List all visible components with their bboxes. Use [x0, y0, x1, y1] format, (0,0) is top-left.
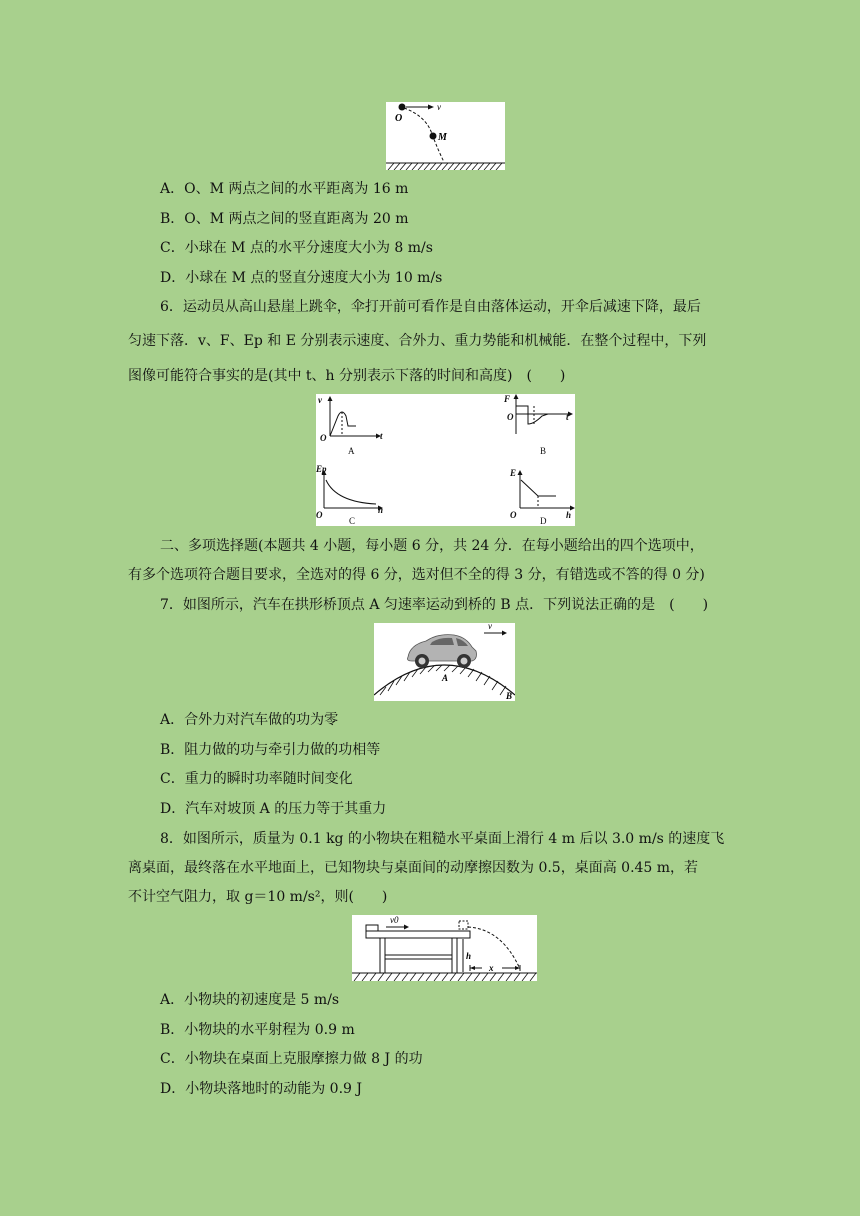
- graph-b-origin: O: [507, 412, 514, 422]
- graph-a-x-label: t: [380, 431, 383, 441]
- q8-option-b: B．小物块的水平射程为 0.9 m: [160, 1022, 355, 1038]
- q8-figure: [352, 915, 537, 981]
- q7-option-a: A．合外力对汽车做的功为零: [160, 712, 339, 728]
- q8-stem-line-1: 8．如图所示，质量为 0.1 kg 的小物块在粗糙水平桌面上滑行 4 m 后以 3.0 m/s 的速度飞: [160, 831, 725, 847]
- graph-b-x-label: t: [566, 412, 569, 422]
- graph-c-x-label: h: [378, 505, 384, 515]
- label-a: A: [442, 673, 449, 683]
- label-o: O: [395, 113, 403, 124]
- label-x: x: [489, 963, 494, 973]
- q7-bridge-diagram: [374, 623, 515, 701]
- q5-option-d: D．小球在 M 点的竖直分速度大小为 10 m/s: [160, 270, 443, 286]
- graph-b-y-label: F: [504, 394, 511, 404]
- graph-d-y-label: E: [510, 468, 517, 478]
- label-h: h: [466, 951, 472, 961]
- q8-option-c: C．小物块在桌面上克服摩擦力做 8 J 的功: [160, 1051, 423, 1067]
- label-v: v: [488, 623, 492, 631]
- q5-option-c: C．小球在 M 点的水平分速度大小为 8 m/s: [160, 240, 433, 256]
- graph-a-y-label: v: [318, 395, 322, 405]
- graph-a-origin: O: [320, 433, 327, 443]
- label-b: B: [506, 691, 513, 701]
- q8-option-d: D．小物块落地时的动能为 0.9 J: [160, 1081, 363, 1097]
- graph-b-caption: B: [540, 446, 547, 456]
- graph-c-caption: C: [349, 516, 356, 526]
- q5-option-a: A．O、M 两点之间的水平距离为 16 m: [160, 181, 409, 197]
- q5-figure: [386, 102, 505, 170]
- q7-stem: 7．如图所示，汽车在拱形桥顶点 A 匀速率运动到桥的 B 点．下列说法正确的是 ( ): [160, 597, 709, 613]
- q6-figure: [316, 394, 575, 526]
- q6-stem-line-2: 匀速下落．v、F、Ep 和 E 分别表示速度、合外力、重力势能和机械能．在整个过程中，下列: [128, 333, 707, 349]
- graph-d-caption: D: [540, 516, 547, 526]
- q8-option-a: A．小物块的初速度是 5 m/s: [160, 992, 340, 1008]
- q8-stem-line-3: 不计空气阻力，取 g＝10 m/s²，则( ): [128, 889, 388, 905]
- graph-c-origin: O: [316, 510, 323, 520]
- ball-o-marker: [399, 104, 406, 111]
- graph-d-origin: O: [510, 510, 517, 520]
- label-m: M: [438, 132, 447, 143]
- section2-header-line-1: 二、多项选择题(本题共 4 小题，每小题 6 分，共 24 分．在每小题给出的四个选项中，: [160, 538, 704, 554]
- q5-projectile-diagram: [386, 102, 505, 170]
- label-v: v: [437, 102, 441, 112]
- q7-option-b: B．阻力做的功与牵引力做的功相等: [160, 742, 381, 758]
- graph-c-y-label: Ep: [316, 464, 327, 474]
- section2-header-line-2: 有多个选项符合题目要求，全选对的得 6 分，选对但不全的得 3 分，有错选或不答的得 0 分): [128, 567, 705, 583]
- q8-table-diagram: [352, 915, 537, 981]
- q8-stem-line-2: 离桌面，最终落在水平地面上，已知物块与桌面间的动摩擦因数为 0.5，桌面高 0.45 m，若: [128, 860, 699, 876]
- q6-graphs: [316, 394, 575, 526]
- q7-option-d: D．汽车对坡顶 A 的压力等于其重力: [160, 801, 387, 817]
- label-v0: v0: [390, 915, 399, 925]
- ball-m-marker: [430, 133, 437, 140]
- car-icon: [408, 635, 477, 668]
- graph-d-x-label: h: [566, 510, 572, 520]
- q6-stem-line-1: 6．运动员从高山悬崖上跳伞，伞打开前可看作是自由落体运动，开伞后减速下降，最后: [160, 299, 701, 315]
- q5-option-b: B．O、M 两点之间的竖直距离为 20 m: [160, 211, 409, 227]
- q7-figure: [374, 623, 515, 701]
- q6-stem-line-3: 图像可能符合事实的是(其中 t、h 分别表示下落的时间和高度) ( ): [128, 368, 566, 384]
- q7-option-c: C．重力的瞬时功率随时间变化: [160, 771, 353, 787]
- graph-a-caption: A: [348, 446, 355, 456]
